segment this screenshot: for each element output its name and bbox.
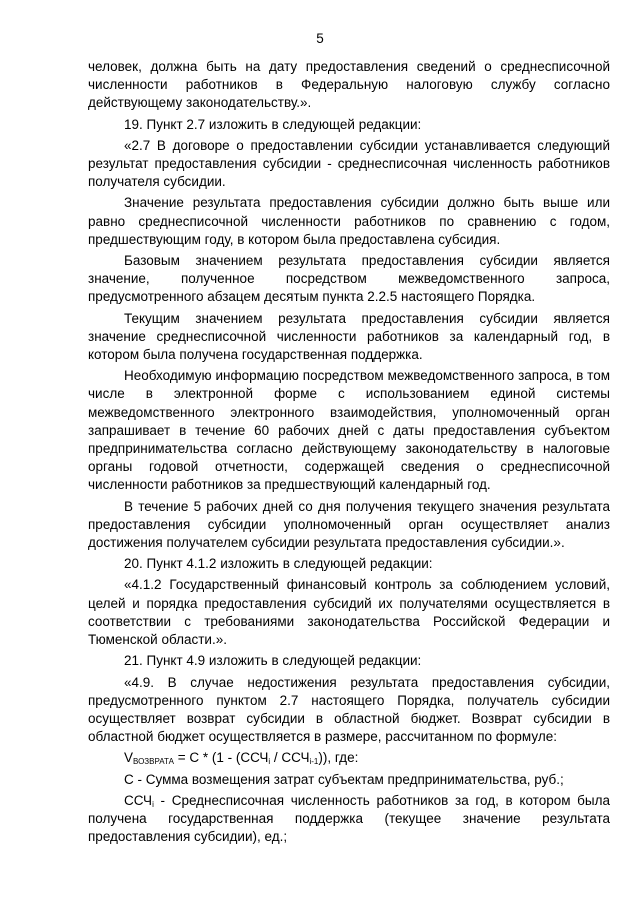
definition-text: - Среднесписочная численность работников за год, в котором была получена государственная поддержка (текущее значение результата предоставления субсидии), ед.; (88, 792, 610, 845)
formula (88, 749, 610, 767)
paragraph: Значение результата предоставления субсидии должно быть выше или равно среднесписочной численности работников по сравнению с годом, предшествующим году, в котором была предоставлена субсидия. (88, 195, 610, 247)
paragraph: человек, должна быть на дату предоставления сведений о среднесписочной численности работников в Федеральную налоговую службу согласно действующему законодательству.». (88, 59, 610, 111)
paragraph: «4.1.2 Государственный финансовый контроль за соблюдением условий, целей и порядка предоставления субсидий их получателями осуществляется в соответствии с требованиями законодательства Российской Федерации и Тюменской области.». (88, 577, 610, 648)
formula-i-subscript: i (268, 757, 271, 767)
definition-term-subscript: i (152, 799, 154, 809)
page-number: 5 (316, 31, 324, 46)
definition-paragraph (88, 792, 610, 847)
paragraph: «2.7 В договоре о предоставлении субсидии устанавливается следующий результат предоставления субсидии - среднесписочная численность работников получателя субсидии. (88, 137, 610, 190)
formula-tail: )), где: (318, 750, 359, 766)
formula-i1-subscript: i-1 (309, 757, 319, 767)
definition-term: ССЧ (124, 792, 153, 808)
formula-mid: = C * (1 - (ССЧ (173, 750, 269, 766)
formula-v: V (124, 750, 134, 766)
paragraph: С - Сумма возмещения затрат субъектам предпринимательства, руб.; (124, 771, 564, 787)
paragraph: Необходимую информацию посредством межведомственного запроса, в том числе в электронной форме с использованием единой системы межведомственного электронного взаимодействия, уполномоченный орган запрашивает в течение 60 рабочих дней с даты предоставления субъектом предпринимательства согласно действующему законодательству в налоговые органы годовой отчетности, содержащей сведения о среднесписочной численности работников за предшествующий календарный год. (88, 368, 610, 493)
paragraph: «4.9. В случае недостижения результата предоставления субсидии, предусмотренного пунктом 2.7 настоящего Порядка, получатель субсидии осуществляет возврат субсидии в областной бюджет. Возврат субсидии в областной бюджет осуществляется в размере, рассчитанном по формуле: (88, 674, 610, 745)
formula-v-subscript: ВОЗВРАТА (133, 757, 174, 767)
paragraph: 20. Пункт 4.1.2 изложить в следующей редакции: (124, 556, 433, 572)
document-body (88, 58, 610, 849)
paragraph: 21. Пункт 4.9 изложить в следующей редакции: (124, 653, 422, 669)
paragraph: Базовым значением результата предоставления субсидии является значение, полученное посредством межведомственного запроса, предусмотренного абзацем десятым пункта 2.2.5 настоящего Порядка. (88, 253, 610, 305)
formula-div: / ССЧ (270, 750, 310, 766)
paragraph: 19. Пункт 2.7 изложить в следующей редакции: (124, 116, 422, 132)
paragraph: В течение 5 рабочих дней со дня получения текущего значения результата предоставления субсидии уполномоченный орган осуществляет анализ достижения получателем субсидии результата предоставления субсидии.». (88, 498, 610, 551)
paragraph: Текущим значением результата предоставления субсидии является значение среднесписочной численности работников за календарный год, в котором была получена государственная поддержка. (88, 310, 610, 363)
